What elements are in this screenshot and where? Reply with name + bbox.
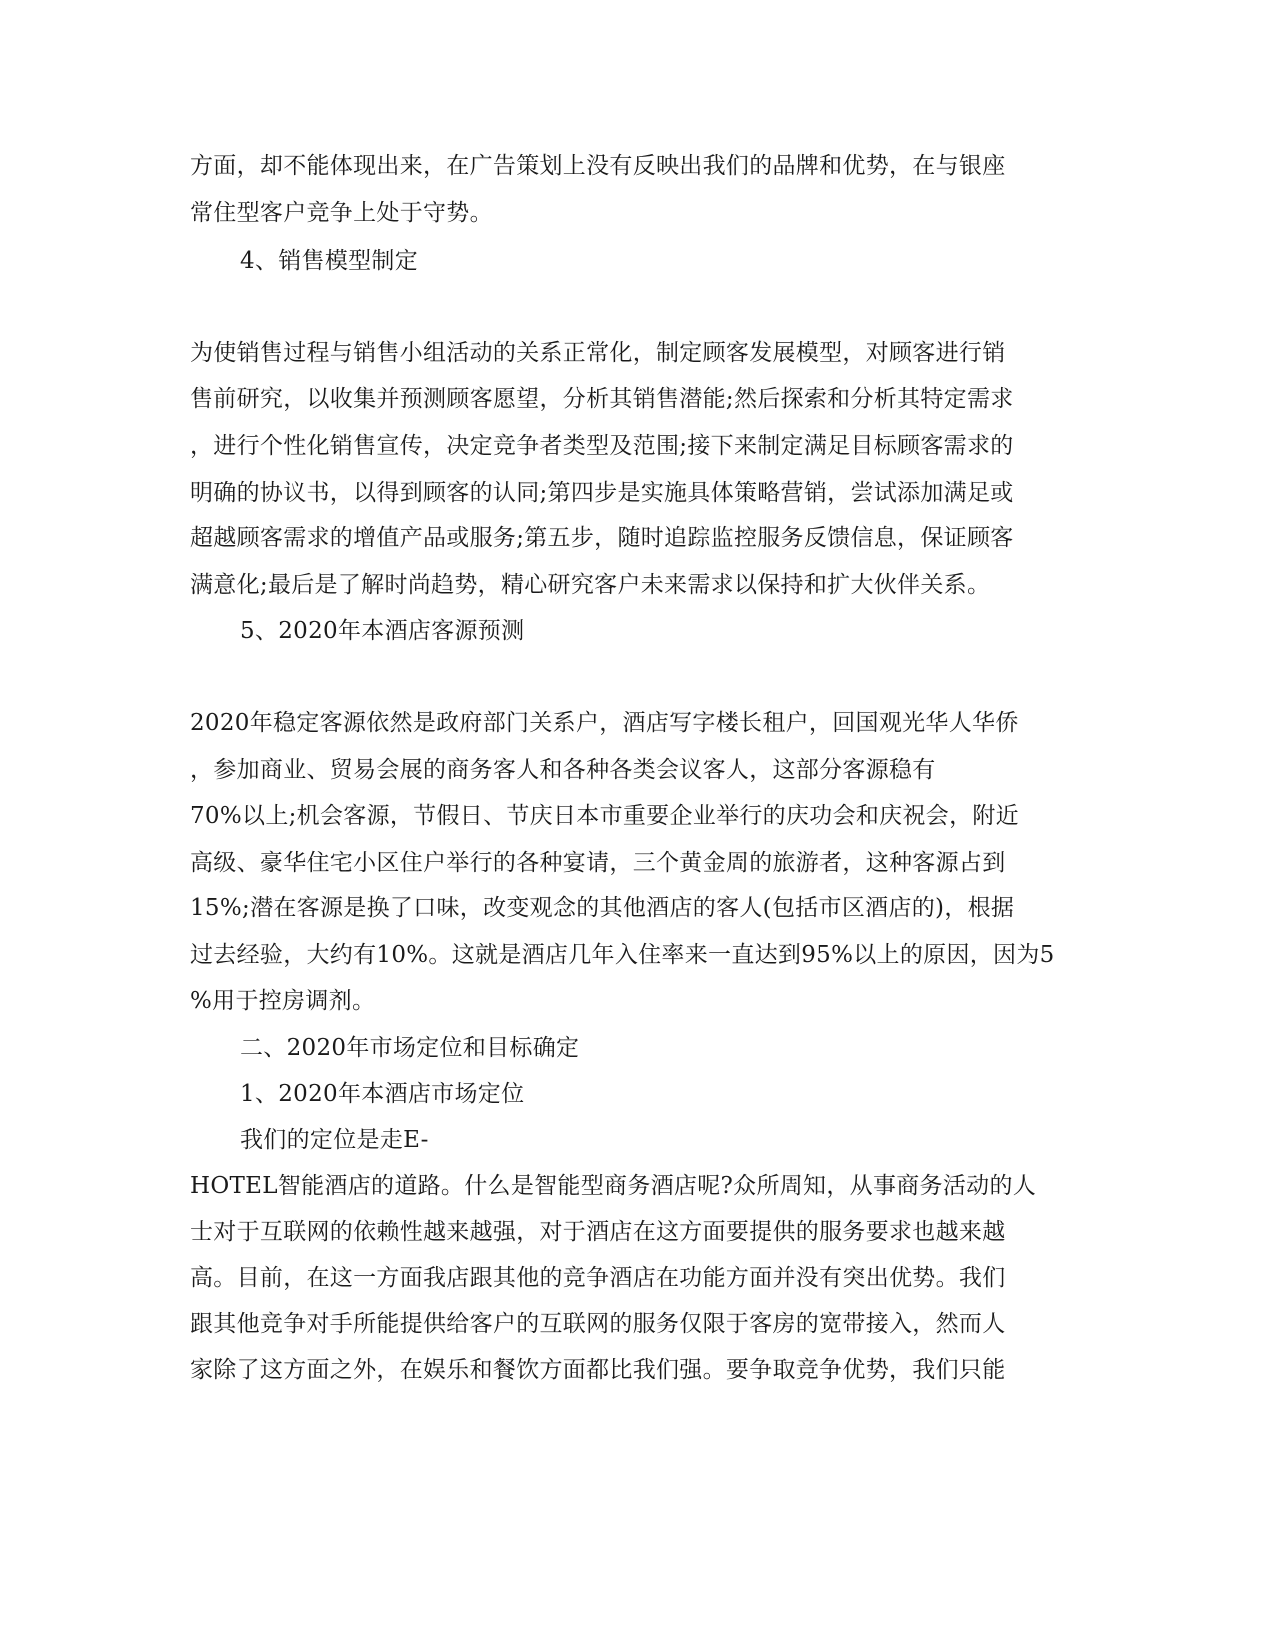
- section-heading: 二、2020年市场定位和目标确定: [240, 1035, 580, 1061]
- paragraph-line: 满意化;最后是了解时尚趋势，精心研究客户未来需求以保持和扩大伙伴关系。: [190, 572, 991, 598]
- section-heading: 5、2020年本酒店客源预测: [240, 618, 525, 644]
- paragraph-line: 高。目前，在这一方面我店跟其他的竞争酒店在功能方面并没有突出优势。我们: [190, 1265, 1006, 1291]
- paragraph-line: %用于控房调剂。: [190, 988, 376, 1014]
- paragraph-line: 跟其他竞争对手所能提供给客户的互联网的服务仅限于客房的宽带接入，然而人: [190, 1311, 1006, 1337]
- paragraph-line: 为使销售过程与销售小组活动的关系正常化，制定顾客发展模型，对顾客进行销: [190, 340, 1006, 366]
- section-heading: 4、销售模型制定: [240, 248, 419, 274]
- paragraph-line: 方面，却不能体现出来，在广告策划上没有反映出我们的品牌和优势，在与银座: [190, 153, 1006, 179]
- paragraph-line: 超越顾客需求的增值产品或服务;第五步，随时追踪监控服务反馈信息，保证顾客: [190, 525, 1014, 551]
- paragraph-line: 售前研究，以收集并预测顾客愿望，分析其销售潜能;然后探索和分析其特定需求: [190, 386, 1014, 412]
- paragraph-line: 常住型客户竞争上处于守势。: [190, 200, 493, 226]
- paragraph-line: 2020年稳定客源依然是政府部门关系户，酒店写字楼长租户，回国观光华人华侨: [190, 710, 1019, 736]
- paragraph-line: 过去经验，大约有10%。这就是酒店几年入住率来一直达到95%以上的原因，因为5: [190, 942, 1055, 968]
- paragraph-line: ，参加商业、贸易会展的商务客人和各种各类会议客人，这部分客源稳有: [190, 757, 936, 783]
- paragraph-line: 士对于互联网的依赖性越来越强，对于酒店在这方面要提供的服务要求也越来越: [190, 1219, 1006, 1245]
- paragraph-line: ，进行个性化销售宣传，决定竞争者类型及范围;接下来制定满足目标顾客需求的: [190, 433, 1014, 459]
- paragraph-line: HOTEL智能酒店的道路。什么是智能型商务酒店呢?众所周知，从事商务活动的人: [190, 1173, 1037, 1199]
- paragraph-line: 70%以上;机会客源，节假日、节庆日本市重要企业举行的庆功会和庆祝会，附近: [190, 803, 1019, 829]
- paragraph-line: 家除了这方面之外，在娱乐和餐饮方面都比我们强。要争取竞争优势，我们只能: [190, 1357, 1006, 1383]
- paragraph-line: 我们的定位是走E-: [240, 1127, 429, 1153]
- paragraph-line: 15%;潜在客源是换了口味，改变观念的其他酒店的客人(包括市区酒店的)，根据: [190, 895, 1015, 921]
- paragraph-line: 高级、豪华住宅小区住户举行的各种宴请，三个黄金周的旅游者，这种客源占到: [190, 850, 1006, 876]
- section-heading: 1、2020年本酒店市场定位: [240, 1081, 525, 1107]
- paragraph-line: 明确的协议书，以得到顾客的认同;第四步是实施具体策略营销，尝试添加满足或: [190, 480, 1014, 506]
